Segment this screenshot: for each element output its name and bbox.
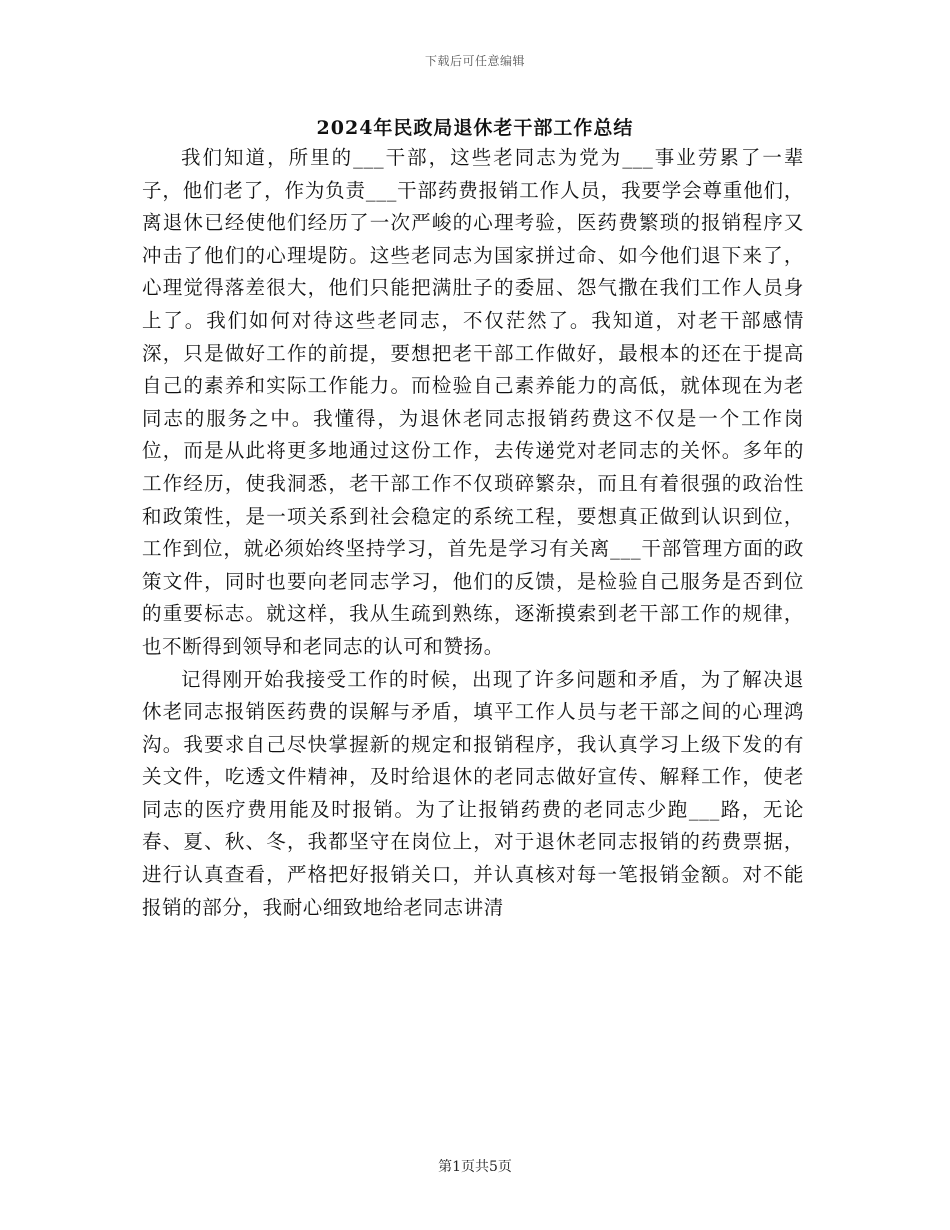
body-paragraph-1: 我们知道，所里的___干部，这些老同志为党为___事业劳累了一辈子，他们老了，作为负责___干部药费报销工作人员，我要学会尊重他们，离退休已经使他们经历了一次严峻的心理考验，医药费繁琐的报销程序又冲击了他们的心理堤防。这些老同志为国家拼过命、如今他们退下来了，心理觉得落差很大，他们只能把满肚子的委屈、怨气撒在我们工作人员身上了。我们如何对待这些老同志，不仅茫然了。我知道，对老干部感情深，只是做好工作的前提，要想把老干部工作做好，最根本的还在于提高自己的素养和实际工作能力。而检验自己素养能力的高低，就体现在为老同志的服务之中。我懂得，为退休老同志报销药费这不仅是一个工作岗位，而是从此将更多地通过这份工作，去传递党对老同志的关怀。多年的工作经历，使我洞悉，老干部工作不仅琐碎繁杂，而且有着很强的政治性和政策性，是一项关系到社会稳定的系统工程，要想真正做到认识到位，工作到位，就必须始终坚持学习，首先是学习有关离___干部管理方面的政策文件，同时也要向老同志学习，他们的反馈，是检验自己服务是否到位的重要标志。就这样，我从生疏到熟练，逐渐摸索到老干部工作的规律，也不断得到领导和老同志的认可和赞扬。: [142, 146, 804, 658]
body-paragraph-2: 记得刚开始我接受工作的时候，出现了许多问题和矛盾，为了解决退休老同志报销医药费的误解与矛盾，填平工作人员与老干部之间的心理鸿沟。我要求自己尽快掌握新的规定和报销程序，我认真学习上级下发的有关文件，吃透文件精神，及时给退休的老同志做好宣传、解释工作，使老同志的医疗费用能及时报销。为了让报销药费的老同志少跑___路，无论春、夏、秋、冬，我都坚守在岗位上，对于退休老同志报销的药费票据，进行认真查看，严格把好报销关口，并认真核对每一笔报销金额。对不能报销的部分，我耐心细致地给老同志讲清: [142, 667, 804, 919]
page-header-note: 下载后可任意编辑: [424, 54, 525, 68]
document-title: 2024年民政局退休老干部工作总结: [316, 117, 634, 139]
document-body: [142, 142, 804, 924]
page-number-footer: 第1页共5页: [438, 1159, 512, 1175]
